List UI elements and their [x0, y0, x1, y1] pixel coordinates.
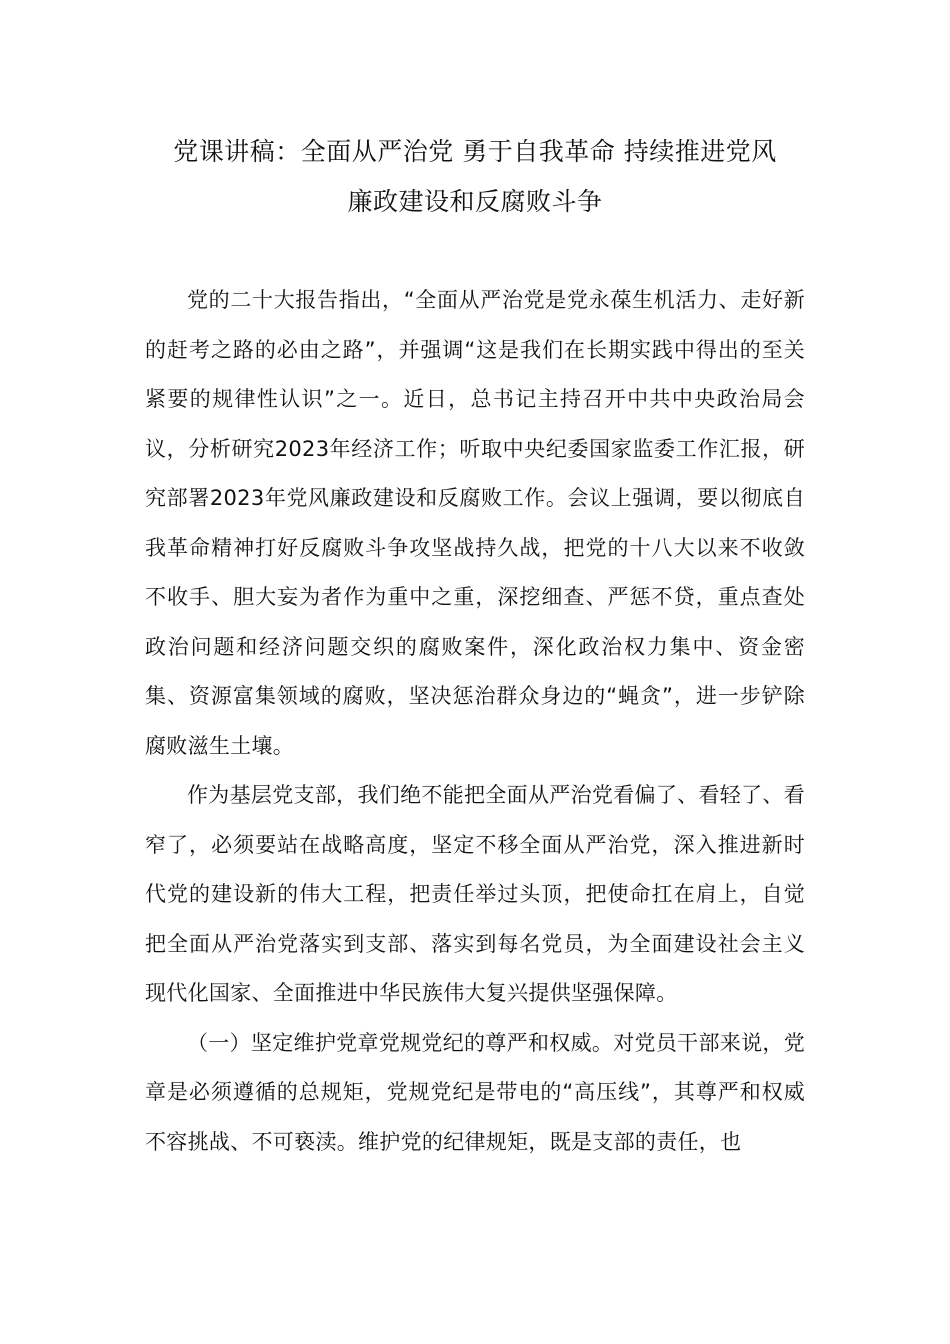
title-line-1: 党课讲稿：全面从严治党 勇于自我革命 持续推进党风 [173, 137, 777, 166]
title-line-2: 廉政建设和反腐败斗争 [347, 187, 603, 216]
paragraph-1: 党的二十大报告指出，“全面从严治党是党永葆生机活力、走好新的赶考之路的必由之路”，并强调“这是我们在长期实践中得出的至关紧要的规律性认识”之一。近日，总书记主持召开中共中央政治局会议，分析研究2023年经济工作；听取中央纪委国家监委工作汇报，研究部署2023年党风廉政建设和反腐败工作。会议上强调，要以彻底自我革命精神打好反腐败斗争攻坚战持久战，把党的十八大以来不收敛不收手、胆大妄为者作为重中之重，深挖细查、严惩不贷，重点查处政治问题和经济问题交织的腐败案件，深化政治权力集中、资金密集、资源富集领域的腐败，坚决惩治群众身边的“蝇贪”，进一步铲除腐败滋生土壤。 [145, 288, 805, 758]
document-title [145, 127, 805, 227]
paragraph-3: （一）坚定维护党章党规党纪的尊严和权威。对党员干部来说，党章是必须遵循的总规矩，党规党纪是带电的“高压线”，其尊严和权威不容挑战、不可亵渎。维护党的纪律规矩，既是支部的责任，也 [145, 1030, 805, 1154]
paragraph-2: 作为基层党支部，我们绝不能把全面从严治党看偏了、看轻了、看窄了，必须要站在战略高度，坚定不移全面从严治党，深入推进新时代党的建设新的伟大工程，把责任举过头顶，把使命扛在肩上，自觉把全面从严治党落实到支部、落实到每名党员，为全面建设社会主义现代化国家、全面推进中华民族伟大复兴提供坚强保障。 [145, 783, 805, 1005]
document-body [145, 276, 805, 1167]
